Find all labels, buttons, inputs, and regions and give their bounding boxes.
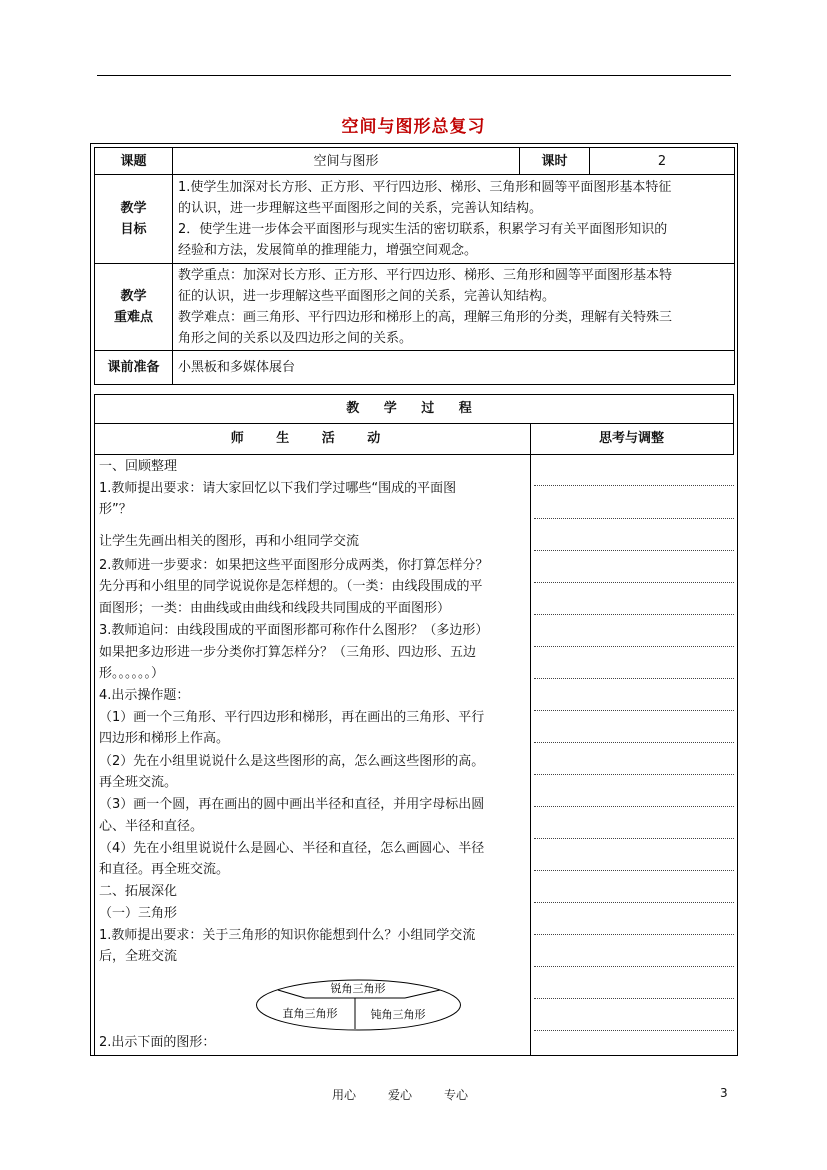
document-title: 空间与图形总复习 [341,117,486,137]
right-triangle-label: 直角三角形 [282,1007,338,1020]
writing-line [534,838,734,839]
text-line: 2.出示下面的图形： [99,1035,216,1050]
text-line: 再全班交流。 [99,775,178,790]
text-line: 形。。。。。。） [99,666,165,681]
page-number: 3 [720,1086,728,1100]
writing-line [534,934,734,935]
text-line: 形”？ [99,502,132,517]
writing-line [534,870,734,871]
hours-value: 2 [590,148,735,175]
text-line: 二、拓展深化 [99,884,178,899]
writing-line [534,550,734,551]
text-line: （4）先在小组里说说什么是圆心、半径和直径，怎么画圆心、半径 [99,841,485,856]
reflection-heading: 思考与调整 [530,424,734,455]
text-line: （2）先在小组里说说什么是这些图形的高，怎么画这些图形的高。 [99,754,485,769]
writing-line [534,678,734,679]
writing-line [534,806,734,807]
writing-line [534,646,734,647]
text-line: 后，全班交流 [99,949,178,964]
text-line: 4.出示操作题： [99,688,190,703]
text-line: （一）三角形 [99,906,178,921]
divider-line [278,990,305,998]
writing-line [534,966,734,967]
writing-line [534,998,734,999]
writing-line [534,902,734,903]
acute-triangle-label: 锐角三角形 [330,982,386,995]
writing-line [534,1030,734,1031]
obtuse-triangle-label: 钝角三角形 [370,1008,426,1021]
text-line: 让学生先画出相关的图形，再和小组同学交流 [99,534,360,549]
topic-value: 空间与图形 [173,148,520,175]
activity-heading: 师 生 活 动 [94,424,531,455]
triangle-classification-diagram [255,979,462,1031]
activity-column [94,455,531,1056]
writing-line [534,710,734,711]
text-line: 先分再和小组里的同学说说你是怎样想的。（一类：由线段围成的平 [99,579,483,594]
divider-line [405,990,440,998]
text-line: 如果把多边形进一步分类你打算怎样分？（三角形、四边形、五边 [99,645,477,660]
text-line: 3.教师追问：由线段围成的平面图形都可称作什么图形？（多边形） [99,623,489,638]
writing-line [534,485,734,486]
writing-line [534,582,734,583]
lesson-info-table [94,147,735,385]
writing-line [534,774,734,775]
writing-line [534,614,734,615]
info-table-container [94,147,734,385]
text-line: 2.教师进一步要求：如果把这些平面图形分成两类，你打算怎样分？ [99,558,489,573]
writing-line [534,742,734,743]
header-rule [97,75,731,76]
footer-word: 爱心 [388,1088,413,1102]
reflection-column [530,455,734,1056]
key-points-text: 教学重点：加深对长方形、正方形、平行四边形、梯形、三角形和圆等平面图形基本特 征的认识，进一步理解这些平面图形之间的关系，完善认知结构。 教学难点：画三角形、平行四边形和梯形上的高，理解三角形的分类，理解有关特殊三 角形之间的关系以及四边形之间的关系。 [173,264,735,351]
text-line: 1.教师提出要求：请大家回忆以下我们学过哪些“围成的平面图 [99,481,457,496]
text-line: 心、半径和直径。 [99,819,204,834]
text-line: 面图形；一类：由曲线或由曲线和线段共同围成的平面图形） [99,601,451,616]
footer-word: 专心 [444,1088,469,1102]
key-points-label: 教学 重难点 [95,264,173,351]
text-line: 一、回顾整理 [99,459,178,474]
prep-label: 课前准备 [95,351,173,385]
text-line: （3）画一个圆，再在画出的圆中画出半径和直径，并用字母标出圆 [99,797,485,812]
process-heading: 教 学 过 程 [94,394,734,424]
goals-text: 1.使学生加深对长方形、正方形、平行四边形、梯形、三角形和圆等平面图形基本特征 的认识，进一步理解这些平面图形之间的关系，完善认知结构。 2．使学生进一步体会平面图形与现实生活的密切联系，积累学习有关平面图形知识的 经验和方法，发展简单的推理能力，增强空间观念。 [173,175,735,264]
text-line: 四边形和梯形上作高。 [99,731,230,746]
text-line: 1.教师提出要求：关于三角形的知识你能想到什么？小组同学交流 [99,928,476,943]
writing-line [534,518,734,519]
prep-value: 小黑板和多媒体展台 [173,351,735,385]
topic-label: 课题 [95,148,173,175]
goals-label: 教学 目标 [95,175,173,264]
hours-label: 课时 [520,148,590,175]
text-line: 和直径。再全班交流。 [99,862,230,877]
footer-word: 用心 [332,1088,357,1102]
text-line: （1）画一个三角形、平行四边形和梯形，再在画出的三角形、平行 [99,710,485,725]
